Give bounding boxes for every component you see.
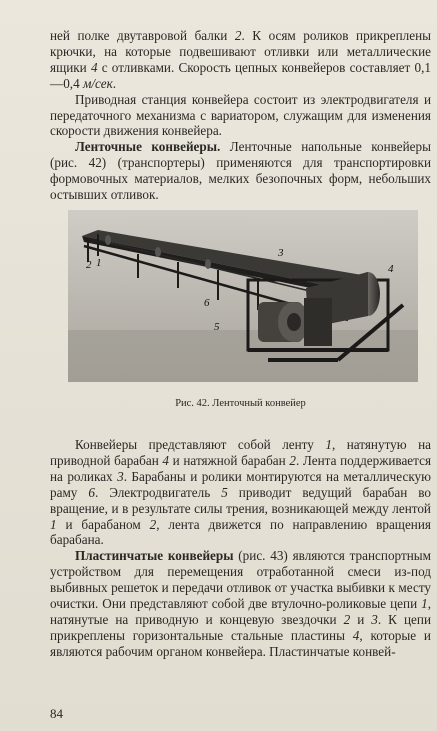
label-1: 1 <box>96 257 102 269</box>
label-3: 3 <box>278 247 284 259</box>
paragraph-2: Приводная станция конвейера состоит из электродвигателя и передаточного механизма с вариатором, служащим для изменения скорости движения конвейера. <box>50 91 431 139</box>
label-4: 4 <box>388 263 394 275</box>
label-2: 2 <box>86 259 92 271</box>
text-bottom <box>50 437 431 660</box>
paragraph-4: Конвейеры представляют собой ленту 1, натянутую на приводной барабан 4 и натяжной барабан 2. Лента поддерживается на роликах 3. Барабаны и ролики монтируются на металлическую раму 6. Электродвигатель 5 приводит ведущий барабан во вращение, и в результате силы трения, возникающей между лентой 1 и барабаном 2, лента движется по направлению вращения барабана. <box>50 437 432 548</box>
paragraph-1: ней полке двутавровой балки 2. К осям роликов прикреплены крючки, на которые подвешивают отливки или металлические ящики 4 с отливками. Скорость цепных конвейеров составляет 0,1—0,4 м/сек. <box>50 28 431 91</box>
label-6: 6 <box>204 297 210 309</box>
section-heading-belt: Ленточные конвейеры. <box>75 139 221 155</box>
belt-conveyor-illustration <box>68 210 418 382</box>
figure-caption: Рис. 42. Ленточный конвейер <box>175 398 306 409</box>
paragraph-5: Пластинчатые конвейеры (рис. 43) являются транспортным устройством для перемещения отработанной смеси из-под выбивных решеток и передачи отливок от участка выбивки к месту очистки. Они представляют собой две втулочно-роликовые цепи 1, натянутые на приводную и концевую звездочки 2 и 3. К цепи прикреплены горизонтальные стальные пластины 4, которые и являются рабочим органом конвейера. Пластинчатые конвей- <box>50 548 432 659</box>
figure-belt-conveyor-photo <box>68 210 418 382</box>
paragraph-3: Ленточные конвейеры. Ленточные напольные конвейеры (рис. 42) (транспортеры) применяются для транспортировки формовочных материалов, мелких безопочных форм, небольших остывших отливок. <box>50 139 431 203</box>
page-number: 84 <box>50 706 63 721</box>
section-heading-plate: Пластинчатые конвейеры <box>75 548 234 564</box>
text-top <box>50 28 431 203</box>
label-5: 5 <box>214 321 220 333</box>
